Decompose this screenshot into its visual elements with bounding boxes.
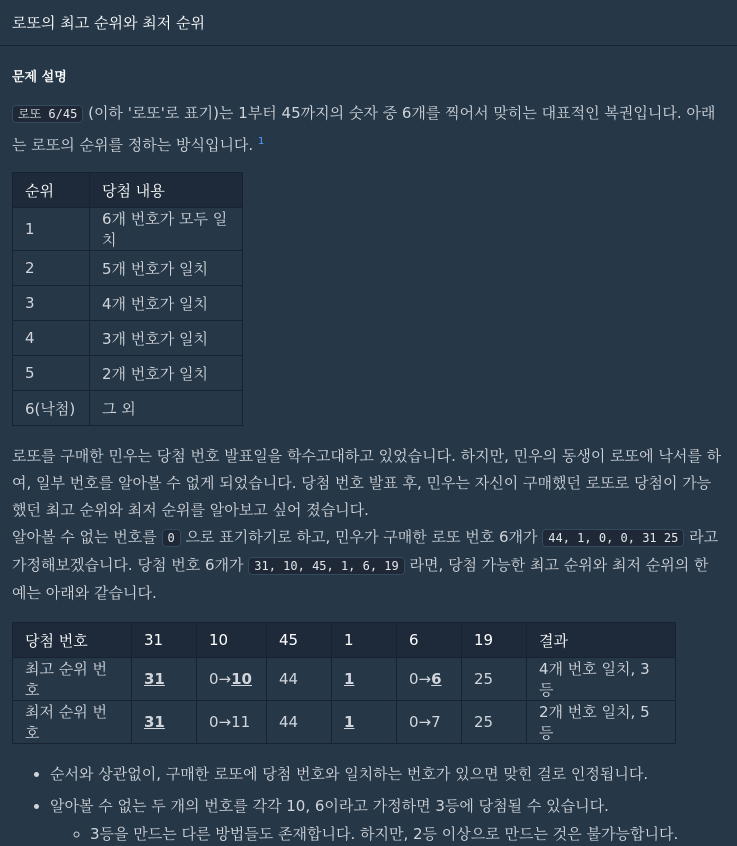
header-cell: 1	[332, 623, 397, 658]
problem-title: 로또의 최고 순위와 최저 순위	[12, 14, 205, 32]
table-row	[13, 391, 243, 426]
table-row	[13, 286, 243, 321]
number-cell: 0→11	[197, 701, 267, 744]
replace-prefix: 0→	[209, 670, 232, 688]
story-text: 라고 가정해보겠습니다. 당첨 번호 6개가	[12, 528, 719, 574]
section-title: 문제 설명	[12, 70, 67, 85]
table-row	[13, 701, 676, 744]
number-cell: 25	[462, 701, 527, 744]
intro-text: (이하 '로또'로 표기)는 1부터 45까지의 숫자 중 6개를 찍어서 맞히는 대표적인 복권입니다. 아래는 로또의 순위를 정하는 방식입니다.	[12, 104, 716, 154]
number-cell: 44	[267, 701, 332, 744]
note-text: 순서와 상관없이, 구매한 로또에 당첨 번호와 일치하는 번호가 있으면 맞힌 걸로 인정됩니다.	[50, 765, 649, 783]
header-cell: 31	[132, 623, 197, 658]
intro-paragraph	[12, 100, 725, 159]
story-paragraph	[12, 443, 725, 607]
content-cell: 2개 번호가 일치	[90, 356, 243, 391]
table-row	[13, 208, 243, 251]
list-item	[90, 822, 725, 846]
header-content: 당첨 내용	[90, 173, 243, 208]
matched-number: 10	[231, 670, 252, 688]
sub-notes-list	[50, 822, 725, 846]
table-row	[13, 321, 243, 356]
list-item	[50, 758, 725, 790]
notes-list	[12, 758, 725, 846]
table-header-row	[13, 173, 243, 208]
table-header-row	[13, 623, 676, 658]
rank-cell: 3	[13, 286, 90, 321]
rank-cell: 5	[13, 356, 90, 391]
matched-number: 6	[431, 670, 442, 688]
note-text: 3등을 만드는 다른 방법들도 존재합니다. 하지만, 2등 이상으로 만드는 것은 불가능합니다.	[90, 825, 679, 843]
rank-table	[12, 172, 243, 426]
replace-prefix: 0→	[409, 670, 432, 688]
header-cell: 45	[267, 623, 332, 658]
footnote-link[interactable]: 1	[257, 136, 265, 147]
table-row	[13, 356, 243, 391]
story-text: 로또를 구매한 민우는 당첨 번호 발표일을 학수고대하고 있었습니다. 하지만, 민우의 동생이 로또에 낙서를 하여, 일부 번호를 알아볼 수 없게 되었습니다. 당첨 번호 발표 후, 민우는 자신이 구매했던 로또로 당첨이 가능했던 최고 순위와 최저 순위를 알아보고 싶어 졌습니다.	[12, 447, 722, 519]
header-cell: 당첨 번호	[13, 623, 132, 658]
list-item	[50, 790, 725, 846]
number-cell: 0→7	[397, 701, 462, 744]
result-table	[12, 622, 676, 744]
content-cell: 그 외	[90, 391, 243, 426]
inline-code-bought: 44, 1, 0, 0, 31 25	[542, 529, 684, 547]
number-cell: 25	[462, 658, 527, 701]
story-text: 으로 표기하기로 하고, 민우가 구매한 로또 번호 6개가	[185, 528, 538, 546]
rank-cell: 6(낙첨)	[13, 391, 90, 426]
story-text: 알아볼 수 없는 번호를	[12, 528, 157, 546]
matched-number: 31	[144, 670, 165, 688]
table-row	[13, 251, 243, 286]
header-cell: 결과	[527, 623, 676, 658]
inline-code-winning: 31, 10, 45, 1, 6, 19	[248, 557, 405, 575]
row-label: 최고 순위 번호	[13, 658, 132, 701]
matched-number: 1	[344, 713, 355, 731]
matched-number: 31	[144, 713, 165, 731]
content-cell: 3개 번호가 일치	[90, 321, 243, 356]
header-rank: 순위	[13, 173, 90, 208]
rank-cell: 1	[13, 208, 90, 251]
table-row	[13, 658, 676, 701]
content-cell: 4개 번호가 일치	[90, 286, 243, 321]
problem-description	[0, 66, 737, 846]
content-cell: 5개 번호가 일치	[90, 251, 243, 286]
number-cell: 44	[267, 658, 332, 701]
inline-code-zero: 0	[162, 529, 181, 547]
inline-code-lotto: 로또 6/45	[12, 105, 83, 123]
rank-cell: 4	[13, 321, 90, 356]
rank-cell: 2	[13, 251, 90, 286]
note-text: 알아볼 수 없는 두 개의 번호를 각각 10, 6이라고 가정하면 3등에 당첨될 수 있습니다.	[50, 797, 609, 815]
result-cell: 2개 번호 일치, 5등	[527, 701, 676, 744]
header-cell: 19	[462, 623, 527, 658]
story-text: 라면, 당첨 가능한 최고 순위와 최저 순위의 한 예는 아래와 같습니다.	[12, 556, 709, 602]
problem-header	[0, 0, 737, 46]
header-cell: 10	[197, 623, 267, 658]
matched-number: 1	[344, 670, 355, 688]
row-label: 최저 순위 번호	[13, 701, 132, 744]
result-cell: 4개 번호 일치, 3등	[527, 658, 676, 701]
header-cell: 6	[397, 623, 462, 658]
content-cell: 6개 번호가 모두 일치	[90, 208, 243, 251]
